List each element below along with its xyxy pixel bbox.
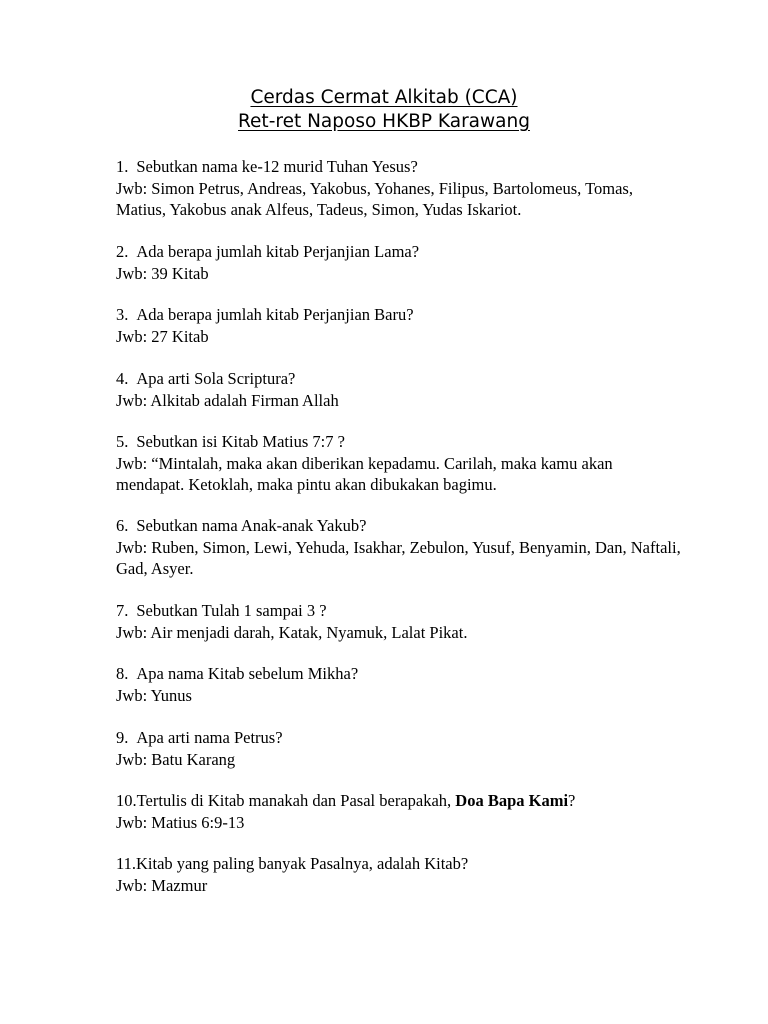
- qa-item-11: [116, 853, 696, 896]
- answer-text: Jwb: Simon Petrus, Andreas, Yakobus, Yohanes, Filipus, Bartolomeus, Tomas, Matius, Yakobus anak Alfeus, Tadeus, Simon, Yudas Iskariot.: [116, 178, 633, 219]
- qa-item-3: [116, 304, 696, 347]
- qa-item-8: [116, 663, 696, 706]
- qa-item-4: [116, 368, 696, 411]
- answer-text: Jwb: “Mintalah, maka akan diberikan kepadamu. Carilah, maka kamu akan mendapat. Ketoklah, maka pintu akan dibukakan bagimu.: [116, 453, 613, 494]
- question: [116, 431, 696, 453]
- question-text: Sebutkan nama ke-12 murid Tuhan Yesus?: [136, 157, 418, 176]
- question-emphasis: Doa Bapa Kami: [455, 791, 569, 810]
- question-number: 1.: [116, 157, 129, 176]
- question-text: Sebutkan nama Anak-anak Yakub?: [136, 516, 367, 535]
- qa-item-9: [116, 727, 696, 770]
- answer-text: Jwb: Alkitab adalah Firman Allah: [116, 390, 339, 410]
- question-text: Sebutkan Tulah 1 sampai 3 ?: [136, 601, 327, 620]
- answer-text: Jwb: 39 Kitab: [116, 263, 209, 283]
- qa-item-5: [116, 431, 696, 496]
- question: [116, 853, 696, 875]
- answer-text: Jwb: Batu Karang: [116, 749, 236, 769]
- question-number: 6.: [116, 516, 129, 535]
- question-text: Kitab yang paling banyak Pasalnya, adalah Kitab?: [136, 854, 469, 873]
- question: [116, 727, 696, 749]
- qa-item-7: [116, 600, 696, 643]
- answer-text: Jwb: Yunus: [116, 685, 192, 705]
- question-text: Apa arti Sola Scriptura?: [136, 369, 296, 388]
- answer-text: Jwb: Mazmur: [116, 875, 208, 895]
- question-number: 10.: [116, 791, 137, 810]
- question: [116, 241, 696, 263]
- question-number: 7.: [116, 601, 129, 620]
- question-text: Tertulis di Kitab manakah dan Pasal berapakah,: [136, 791, 456, 810]
- question: [116, 304, 696, 326]
- question: [116, 156, 696, 178]
- question: [116, 790, 696, 812]
- question-number: 2.: [116, 242, 129, 261]
- question-number: 3.: [116, 305, 129, 324]
- answer-text: Jwb: Air menjadi darah, Katak, Nyamuk, Lalat Pikat.: [116, 622, 468, 642]
- qa-item-1: [116, 156, 696, 221]
- question-text: Apa arti nama Petrus?: [136, 728, 283, 747]
- question: [116, 515, 696, 537]
- question-number: 4.: [116, 369, 129, 388]
- question-number: 5.: [116, 432, 129, 451]
- question-end: ?: [568, 791, 576, 810]
- document-subtitle: Ret-ret Naposo HKBP Karawang: [238, 111, 530, 132]
- question: [116, 600, 696, 622]
- question: [116, 368, 696, 390]
- answer-text: Jwb: 27 Kitab: [116, 326, 209, 346]
- question-text: Apa nama Kitab sebelum Mikha?: [136, 664, 359, 683]
- qa-item-6: [116, 515, 696, 580]
- qa-item-2: [116, 241, 696, 284]
- question-number: 9.: [116, 728, 129, 747]
- question-number: 11.: [116, 854, 137, 873]
- question-text: Ada berapa jumlah kitab Perjanjian Lama?: [136, 242, 420, 261]
- question-text: Ada berapa jumlah kitab Perjanjian Baru?: [136, 305, 414, 324]
- question-text: Sebutkan isi Kitab Matius 7:7 ?: [136, 432, 345, 451]
- qa-item-10: [116, 790, 696, 833]
- document-title: Cerdas Cermat Alkitab (CCA): [250, 87, 518, 108]
- question: [116, 663, 696, 685]
- answer-text: Jwb: Ruben, Simon, Lewi, Yehuda, Isakhar, Zebulon, Yusuf, Benyamin, Dan, Naftali, Gad, Asyer.: [116, 537, 681, 578]
- answer-text: Jwb: Matius 6:9-13: [116, 812, 245, 832]
- question-number: 8.: [116, 664, 129, 683]
